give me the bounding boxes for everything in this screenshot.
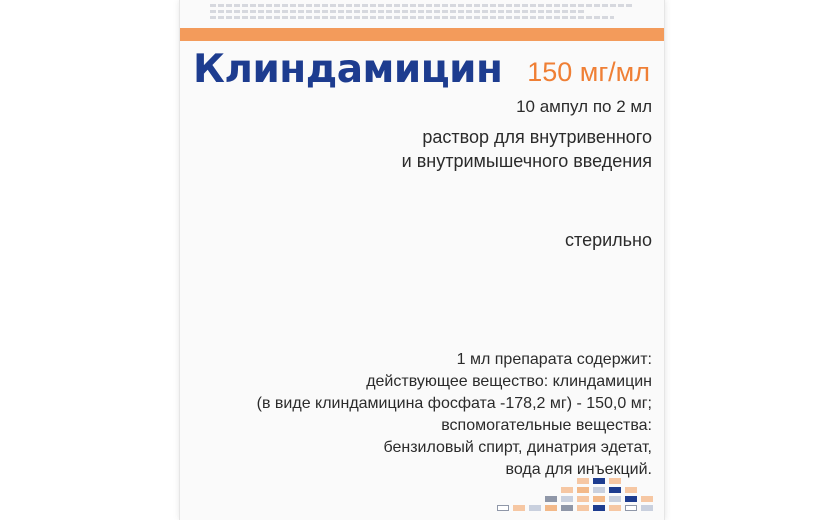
pattern-tile [577, 478, 589, 484]
pattern-tile [625, 496, 637, 502]
composition-line: бензиловый спирт, динатрия эдетат, [383, 439, 652, 456]
pattern-tile [609, 505, 621, 511]
pattern-tile [513, 505, 525, 511]
pattern-tile [529, 505, 541, 511]
pattern-tile [545, 505, 557, 511]
pattern-tile [641, 496, 653, 502]
brand-name: Клиндамицин [193, 47, 503, 92]
orange-stripe [180, 28, 664, 41]
sterile-label: стерильно [565, 230, 652, 250]
pattern-tile [593, 505, 605, 511]
composition-line: (в виде клиндамицина фосфата -178,2 мг) - 150,0 мг; [256, 395, 652, 412]
strength-label: 150 мг/мл [527, 57, 650, 87]
pattern-tile [625, 487, 637, 493]
dosage-form-line-2: и внутримышечного введения [401, 151, 652, 171]
decorative-tile-pattern [497, 478, 657, 514]
pattern-tile [593, 478, 605, 484]
pattern-tile [545, 496, 557, 502]
pattern-tile [561, 505, 573, 511]
composition-line: 1 мл препарата содержит: [456, 351, 652, 368]
composition-line: вода для инъекций. [505, 461, 652, 478]
composition-line: вспомогательные вещества: [441, 417, 652, 434]
dosage-form-line-1: раствор для внутривенного [422, 127, 652, 147]
pattern-tile [641, 505, 653, 511]
pattern-tile [561, 487, 573, 493]
pattern-tile [577, 505, 589, 511]
pattern-tile [593, 496, 605, 502]
top-flap-text-mirrored [200, 0, 644, 24]
pattern-tile [625, 505, 637, 511]
pattern-tile [609, 478, 621, 484]
pattern-tile [577, 496, 589, 502]
composition-line: действующее вещество: клиндамицин [366, 373, 652, 390]
pattern-tile [497, 505, 509, 511]
pattern-tile [593, 487, 605, 493]
pattern-tile [561, 496, 573, 502]
quantity-label: 10 ампул по 2 мл [516, 97, 652, 116]
pattern-tile [577, 487, 589, 493]
pattern-tile [609, 496, 621, 502]
pattern-tile [609, 487, 621, 493]
